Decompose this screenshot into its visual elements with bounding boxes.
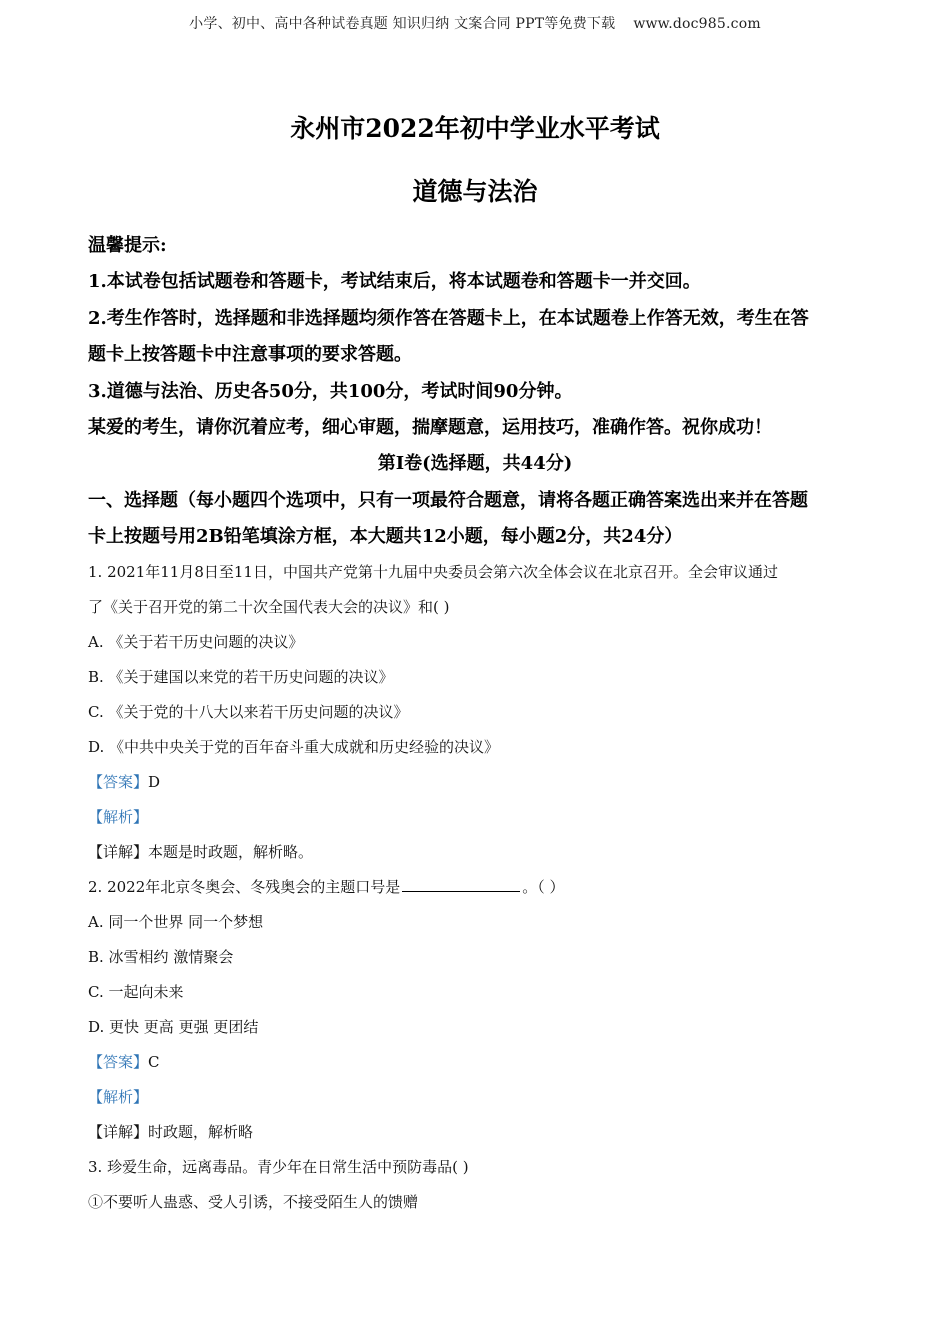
q2-option-d: D. 更快 更高 更强 更团结 <box>88 1018 259 1036</box>
q1-answer-value: D <box>148 773 161 791</box>
subject-title: 道德与法治 <box>412 177 538 206</box>
q2-option-c: C. 一起向未来 <box>88 983 184 1001</box>
q1-answer-tag: 【答案】 <box>88 773 149 791</box>
q1-stem-line2: 了《关于召开党的第二十次全国代表大会的决议》和( ) <box>88 598 450 616</box>
q1-stem-line1: 1. 2021年11月8日至11日，中国共产党第十九届中央委员会第六次全体会议在北京召开。全会审议通过 <box>88 563 778 581</box>
page-header <box>0 13 950 33</box>
q2-stem <box>88 876 868 897</box>
q2-answer-tag: 【答案】 <box>88 1053 149 1071</box>
header-site[interactable]: www.doc985.com <box>633 16 761 32</box>
q1-option-d: D. 《中共中央关于党的百年奋斗重大成就和历史经验的决议》 <box>88 738 500 756</box>
header-text: 小学、初中、高中各种试卷真题 知识归纳 文案合同 PPT等免费下载 <box>189 16 616 32</box>
q2-stem-after: 。（ ） <box>522 878 565 896</box>
tips-heading: 温馨提示: <box>88 235 167 256</box>
q1-option-b: B. 《关于建国以来党的若干历史问题的决议》 <box>88 668 394 686</box>
q3-item-1: ①不要听人蛊惑、受人引诱，不接受陌生人的馈赠 <box>88 1193 419 1211</box>
q2-option-b: B. 冰雪相约 激情聚会 <box>88 948 234 966</box>
q2-blank <box>402 877 520 892</box>
tip-item-3: 3.道德与法治、历史各50分，共100分，考试时间90分钟。 <box>88 381 573 402</box>
part-title: 第Ⅰ卷(选择题，共44分) <box>377 453 573 474</box>
tip-item-2: 2.考生作答时，选择题和非选择题均须作答在答题卡上，在本试题卷上作答无效，考生在答 <box>88 308 809 329</box>
q2-stem-before: 2. 2022年北京冬奥会、冬残奥会的主题口号是 <box>88 878 401 896</box>
section-heading-line1: 一、选择题（每小题四个选项中，只有一项最符合题意，请将各题正确答案选出来并在答题 <box>88 490 808 511</box>
q1-analysis-tag: 【解析】 <box>88 808 149 826</box>
q2-answer <box>88 1051 868 1072</box>
q2-detail: 【详解】时政题，解析略 <box>88 1123 254 1141</box>
section-heading-line2: 卡上按题号用2B铅笔填涂方框，本大题共12小题，每小题2分，共24分） <box>88 526 683 547</box>
q2-analysis-tag: 【解析】 <box>88 1088 149 1106</box>
exam-title: 永州市2022年初中学业水平考试 <box>290 114 660 143</box>
tip-item-1: 1.本试卷包括试题卷和答题卡，考试结束后，将本试题卷和答题卡一并交回。 <box>88 271 701 292</box>
q1-option-c: C. 《关于党的十八大以来若干历史问题的决议》 <box>88 703 409 721</box>
q1-option-a: A. 《关于若干历史问题的决议》 <box>88 633 304 651</box>
q3-stem: 3. 珍爱生命，远离毒品。青少年在日常生活中预防毒品( ) <box>88 1158 469 1176</box>
q2-answer-value: C <box>148 1053 160 1071</box>
tip-blessing: 某爱的考生，请你沉着应考，细心审题，揣摩题意，运用技巧，准确作答。祝你成功！ <box>88 417 772 438</box>
q1-answer <box>88 771 868 792</box>
tip-item-2-cont: 题卡上按答题卡中注意事项的要求答题。 <box>88 344 412 365</box>
q2-option-a: A. 同一个世界 同一个梦想 <box>88 913 264 931</box>
q1-detail: 【详解】本题是时政题，解析略。 <box>88 843 314 861</box>
